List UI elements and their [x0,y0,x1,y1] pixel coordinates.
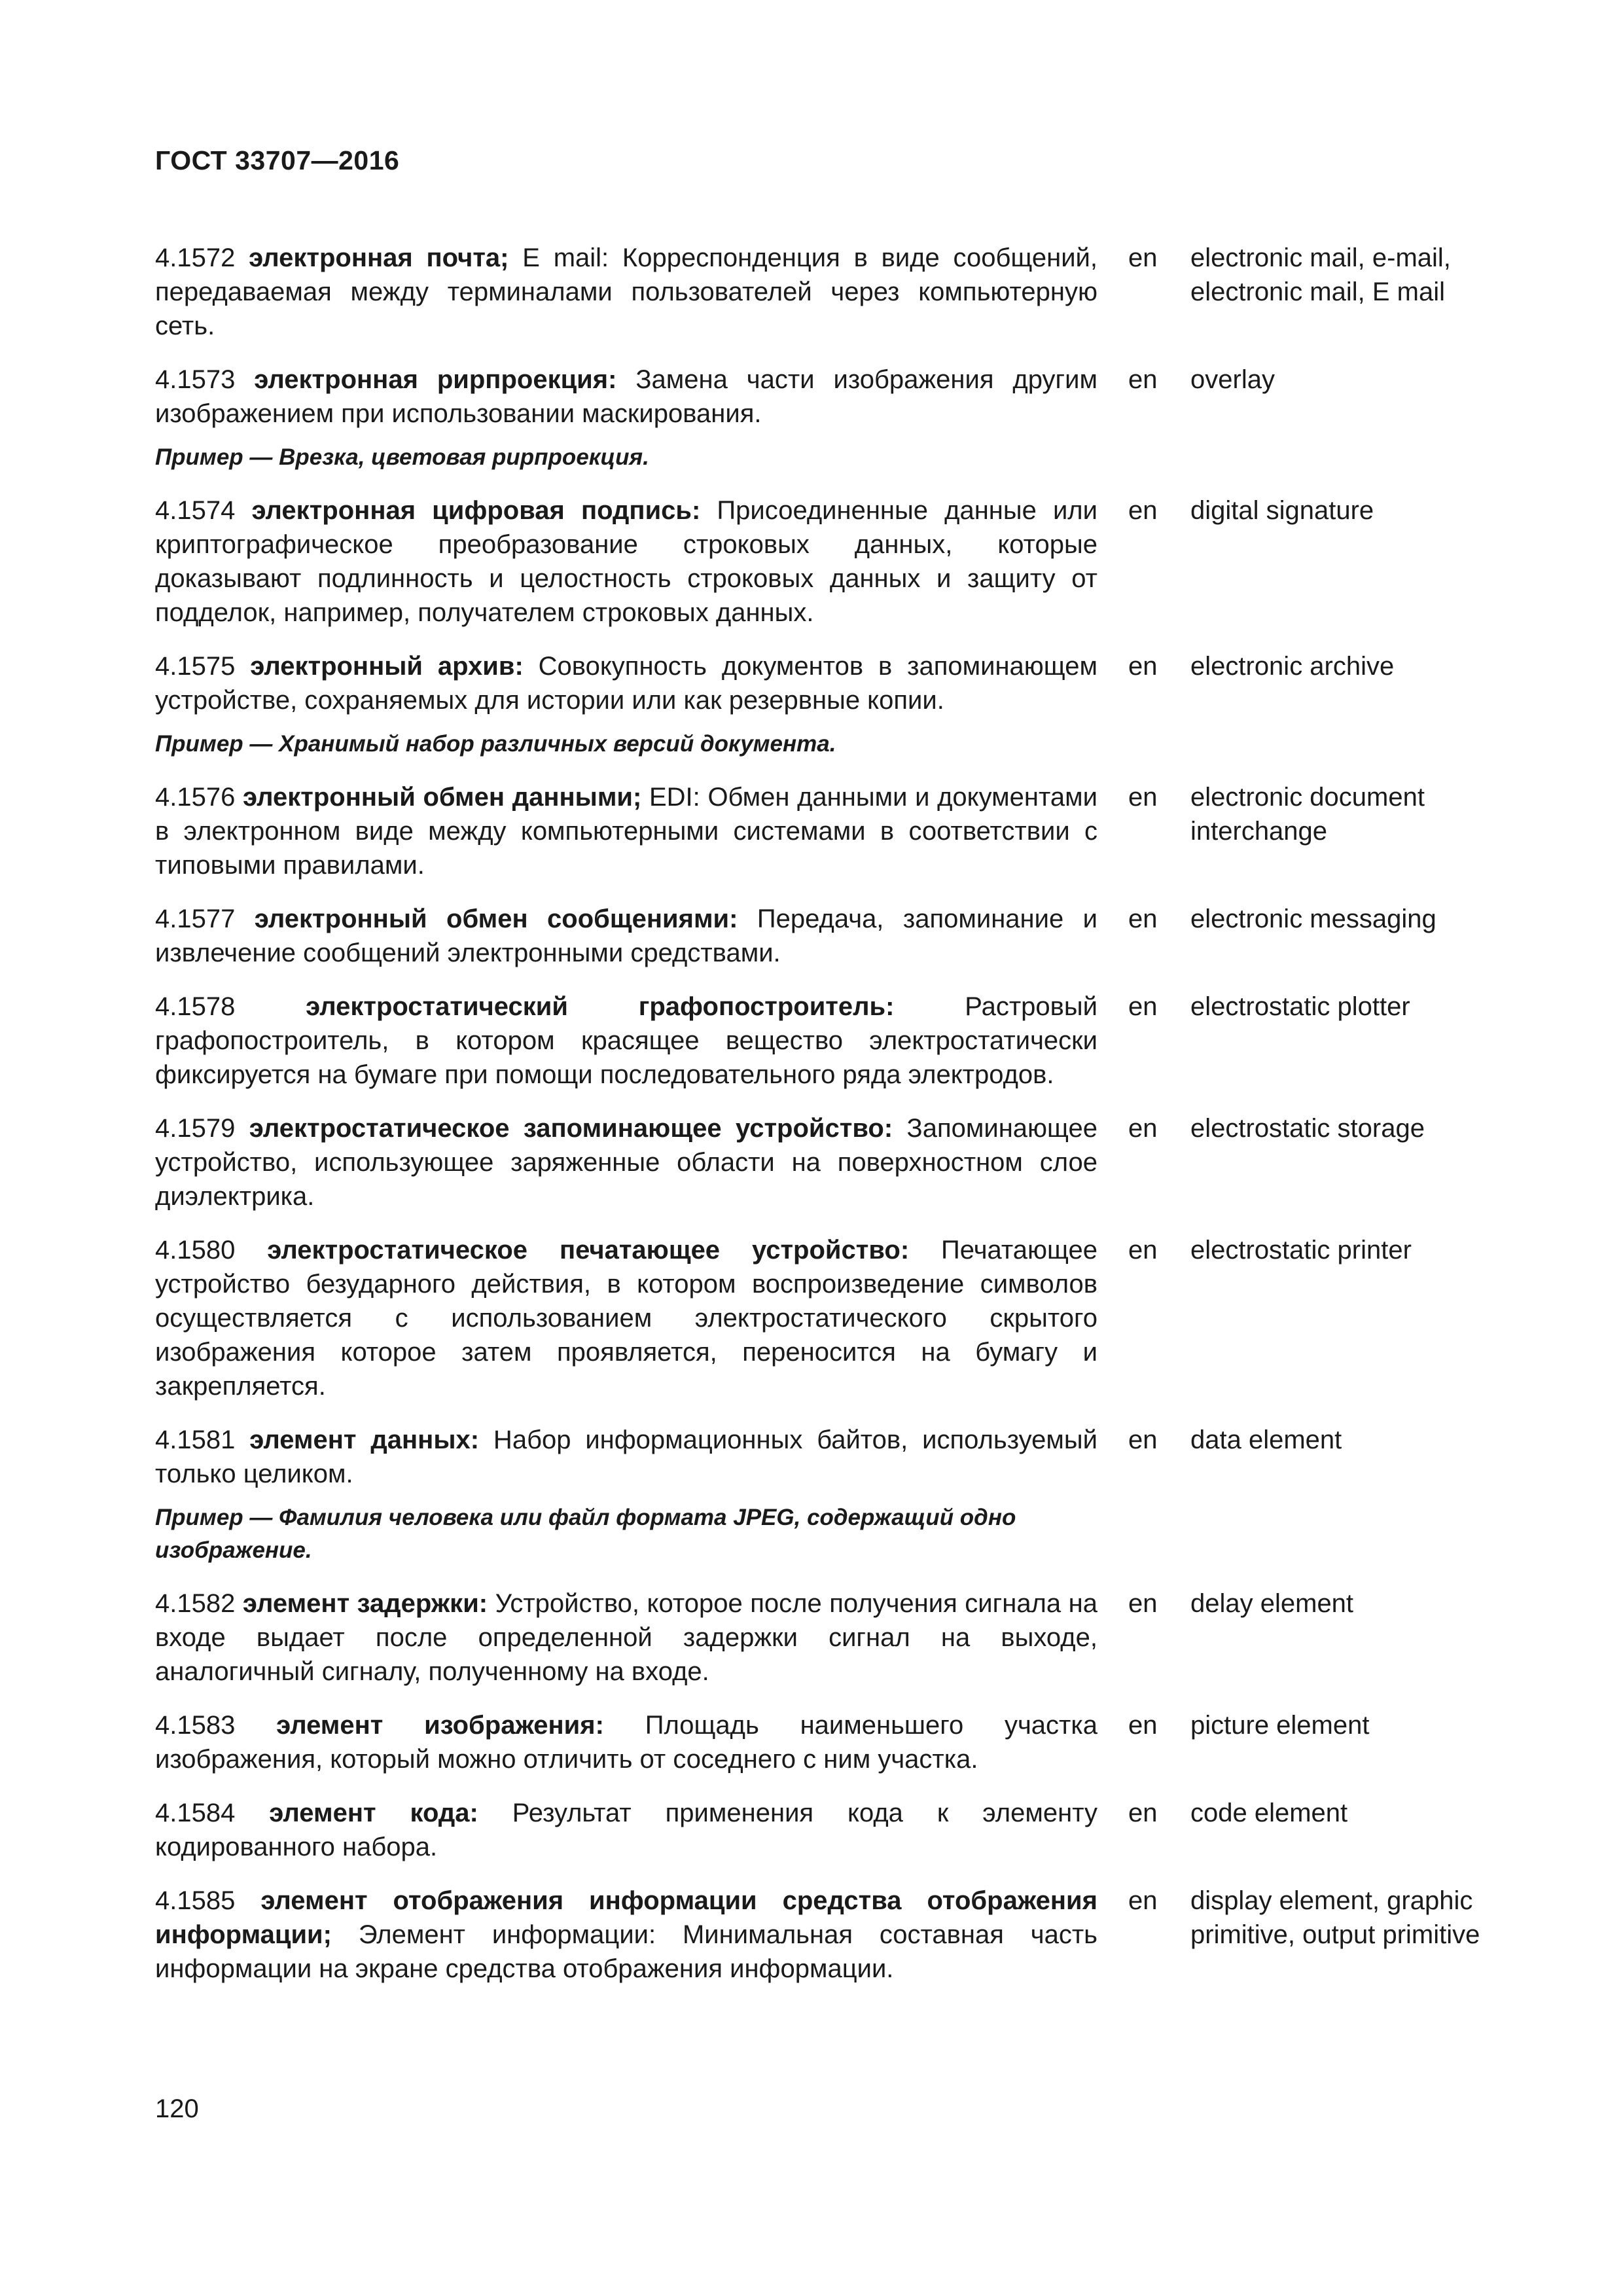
entry-body: Совокупность документов в запоминающем устройстве, сохраняемых для истории или как резервные копии. [155,652,1097,715]
entry-term: электростатический графопостроитель: [306,992,895,1021]
entry-term: элемент задержки: [242,1589,488,1618]
entry-language: en [1128,652,1158,681]
entry-number: 4.1573 [155,365,236,394]
entry-english-term: digital signature [1190,496,1374,525]
entry-term: электронный архив: [250,652,524,681]
entry-body: EDI: Обмен данными и документами в электронном виде между компьютерными системами в соответствии с типовыми правилами. [155,783,1097,880]
entry-definition [155,363,1097,431]
glossary-entry [155,1884,1487,1986]
entry-english-term: electrostatic printer [1190,1236,1412,1265]
entry-term: электронная цифровая подпись: [251,496,701,525]
entry-term: электронная почта; [249,243,509,272]
entry-body: Передача, запоминание и извлечение сообщений электронными средствами. [155,905,1097,967]
entry-body: Присоединенные данные или криптографическое преобразование строковых данных, которые доказывают подлинность и целостность строковых данных и защиту от подделок, например, получателем строковых данных. [155,496,1097,627]
entry-number: 4.1572 [155,243,236,272]
entry-definition [155,649,1097,717]
entry-number: 4.1583 [155,1711,236,1740]
entry-english-term: picture element [1190,1711,1370,1740]
entry-body: E mail: Корреспонденция в виде сообщений, передаваемая между терминалами пользователей через компьютерную сеть. [155,243,1097,340]
entry-definition [155,1796,1097,1864]
entry-number: 4.1577 [155,905,236,933]
entry-language: en [1128,243,1158,272]
entry-body: Результат применения кода к элементу кодированного набора. [155,1799,1097,1861]
entry-body: Набор информационных байтов, используемый только целиком. [155,1426,1097,1488]
entry-english-term: data element [1190,1426,1342,1454]
entry-english-term: electronic mail, e-mail, electronic mail, E mail [1190,243,1451,306]
entry-english-term: electrostatic storage [1190,1114,1425,1143]
entry-body: Печатающее устройство безударного действия, в котором воспроизведение символов осуществляется с использованием электростатического скрытого изображения которое затем проявляется, переносится на бумагу и закрепляется. [155,1236,1097,1401]
glossary-entry [155,902,1487,970]
entry-language: en [1128,1236,1158,1265]
entry-body: Замена части изображения другим изображением при использовании маскирования. [155,365,1097,428]
entry-language: en [1128,1886,1158,1915]
glossary-entry [155,1423,1487,1491]
entry-language: en [1128,1114,1158,1143]
glossary-entry [155,780,1487,882]
entry-term: электронный обмен данными; [243,783,642,812]
entry-language: en [1128,783,1158,812]
entry-body: Устройство, которое после получения сигнала на входе выдает после определенной задержки сигнал на выходе, аналогичный сигналу, полученному на входе. [155,1589,1097,1686]
entry-definition [155,241,1097,343]
entry-example: Пример — Хранимый набор различных версий документа. [155,731,836,757]
glossary-body [155,241,1487,2005]
entry-definition [155,1423,1097,1491]
entry-number: 4.1574 [155,496,236,525]
entry-language: en [1128,1589,1158,1618]
entry-definition [155,493,1097,630]
document-header: ГОСТ 33707—2016 [155,145,400,175]
entry-definition [155,1884,1097,1986]
entry-term: электронный обмен сообщениями: [254,905,738,933]
entry-definition [155,902,1097,970]
entry-term: электростатическое печатающее устройство: [267,1236,910,1265]
entry-term: электростатическое запоминающее устройство: [249,1114,893,1143]
glossary-entry [155,241,1487,343]
entry-number: 4.1580 [155,1236,236,1265]
entry-body: Площадь наименьшего участка изображения, который можно отличить от соседнего с ним участка. [155,1711,1097,1774]
glossary-entry [155,649,1487,717]
entry-definition [155,1233,1097,1403]
entry-term: элемент отображения информации средства отображения информации; [155,1886,1097,1949]
entry-number: 4.1582 [155,1589,236,1618]
glossary-entry [155,493,1487,630]
entry-language: en [1128,1426,1158,1454]
entry-example: Пример — Фамилия человека или файл формата JPEG, содержащий одно изображение. [155,1505,1016,1563]
entry-body: Элемент информации: Минимальная составная часть информации на экране средства отображения информации. [155,1920,1097,1983]
glossary-entry [155,1111,1487,1213]
glossary-entry [155,1708,1487,1776]
entry-number: 4.1584 [155,1799,236,1827]
entry-english-term: electronic messaging [1190,905,1436,933]
page-number: 120 [155,2094,199,2123]
entry-number: 4.1579 [155,1114,236,1143]
entry-english-term: overlay [1190,365,1275,394]
glossary-entry [155,1587,1487,1689]
entry-english-term: code element [1190,1799,1348,1827]
entry-language: en [1128,905,1158,933]
entry-definition [155,780,1097,882]
entry-language: en [1128,992,1158,1021]
entry-term: элемент кода: [269,1799,478,1827]
entry-english-term: electronic document interchange [1190,783,1425,846]
entry-number: 4.1578 [155,992,236,1021]
entry-definition [155,1111,1097,1213]
glossary-entry [155,990,1487,1092]
glossary-entry [155,1233,1487,1403]
entry-definition [155,1708,1097,1776]
entry-body: Растровый графопостроитель, в котором красящее вещество электростатически фиксируется на бумаге при помощи последовательного ряда электродов. [155,992,1097,1089]
entry-number: 4.1581 [155,1426,236,1454]
entry-language: en [1128,1799,1158,1827]
glossary-entry [155,1796,1487,1864]
entry-number: 4.1585 [155,1886,236,1915]
entry-definition [155,1587,1097,1689]
entry-language: en [1128,496,1158,525]
entry-body: Запоминающее устройство, использующее заряженные области на поверхностном слое диэлектрика. [155,1114,1097,1211]
entry-term: элемент изображения: [276,1711,604,1740]
glossary-entry [155,363,1487,431]
entry-english-term: electronic archive [1190,652,1395,681]
entry-english-term: electrostatic plotter [1190,992,1410,1021]
entry-language: en [1128,365,1158,394]
entry-english-term: delay element [1190,1589,1354,1618]
entry-number: 4.1576 [155,783,236,812]
entry-definition [155,990,1097,1092]
entry-language: en [1128,1711,1158,1740]
entry-number: 4.1575 [155,652,236,681]
entry-term: элемент данных: [249,1426,480,1454]
entry-example: Пример — Врезка, цветовая рирпроекция. [155,444,649,470]
entry-term: электронная рирпроекция: [254,365,617,394]
entry-english-term: display element, graphic primitive, output primitive [1190,1886,1480,1949]
